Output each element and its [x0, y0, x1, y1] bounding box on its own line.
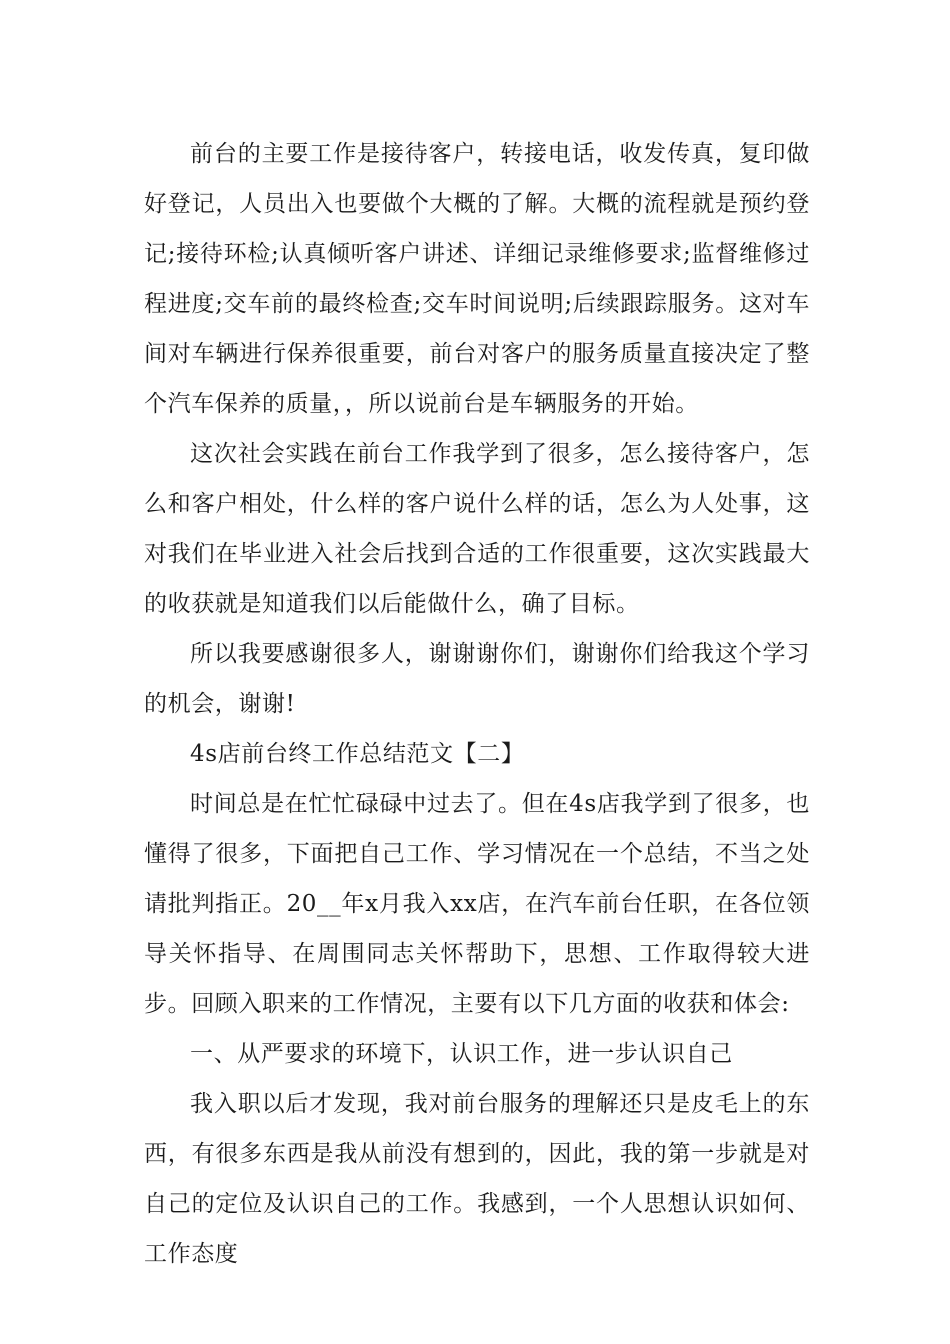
paragraph-front-desk-duties: 前台的主要工作是接待客户，转接电话，收发传真，复印做好登记，人员出入也要做个大概的了解。大概的流程就是预约登记;接待环检;认真倾听客户讲述、详细记录维修要求;监督维修过程进度;交车前的最终检查;交车时间说明;后续跟踪服务。这对车间对车辆进行保养很重要，前台对客户的服务质量直接决定了整个汽车保养的质量，，所以说前台是车辆服务的开始。	[144, 141, 810, 417]
paragraph-self-recognition: 我入职以后才发现，我对前台服务的理解还只是皮毛上的东西，有很多东西是我从前没有想到的，因此，我的第一步就是对自己的定位及认识自己的工作。我感到，一个人思想认识如何、工作态度	[144, 1091, 810, 1267]
paragraph-practice-gains: 这次社会实践在前台工作我学到了很多，怎么接待客户，怎么和客户相处，什么样的客户说什么样的话，怎么为人处事，这对我们在毕业进入社会后找到合适的工作很重要，这次实践最大的收获就是知道我们以后能做什么，确了目标。	[144, 441, 810, 617]
paragraph-work-summary-intro: 时间总是在忙忙碌碌中过去了。但在4s店我学到了很多，也懂得了很多，下面把自己工作、学习情况在一个总结，不当之处请批判指正。20__年x月我入xx店，在汽车前台任职，在各位领导关怀指导、在周围同志关怀帮助下，思想、工作取得较大进步。回顾入职来的工作情况，主要有以下几方面的收获和体会:	[144, 791, 810, 1017]
document-page	[144, 129, 810, 1279]
subsection-heading: 一、从严要求的环境下，认识工作，进一步认识自己	[190, 1041, 733, 1067]
paragraph-thanks: 所以我要感谢很多人，谢谢谢你们，谢谢你们给我这个学习的机会，谢谢!	[144, 641, 810, 717]
section-heading: 4s店前台终工作总结范文【二】	[190, 741, 525, 767]
